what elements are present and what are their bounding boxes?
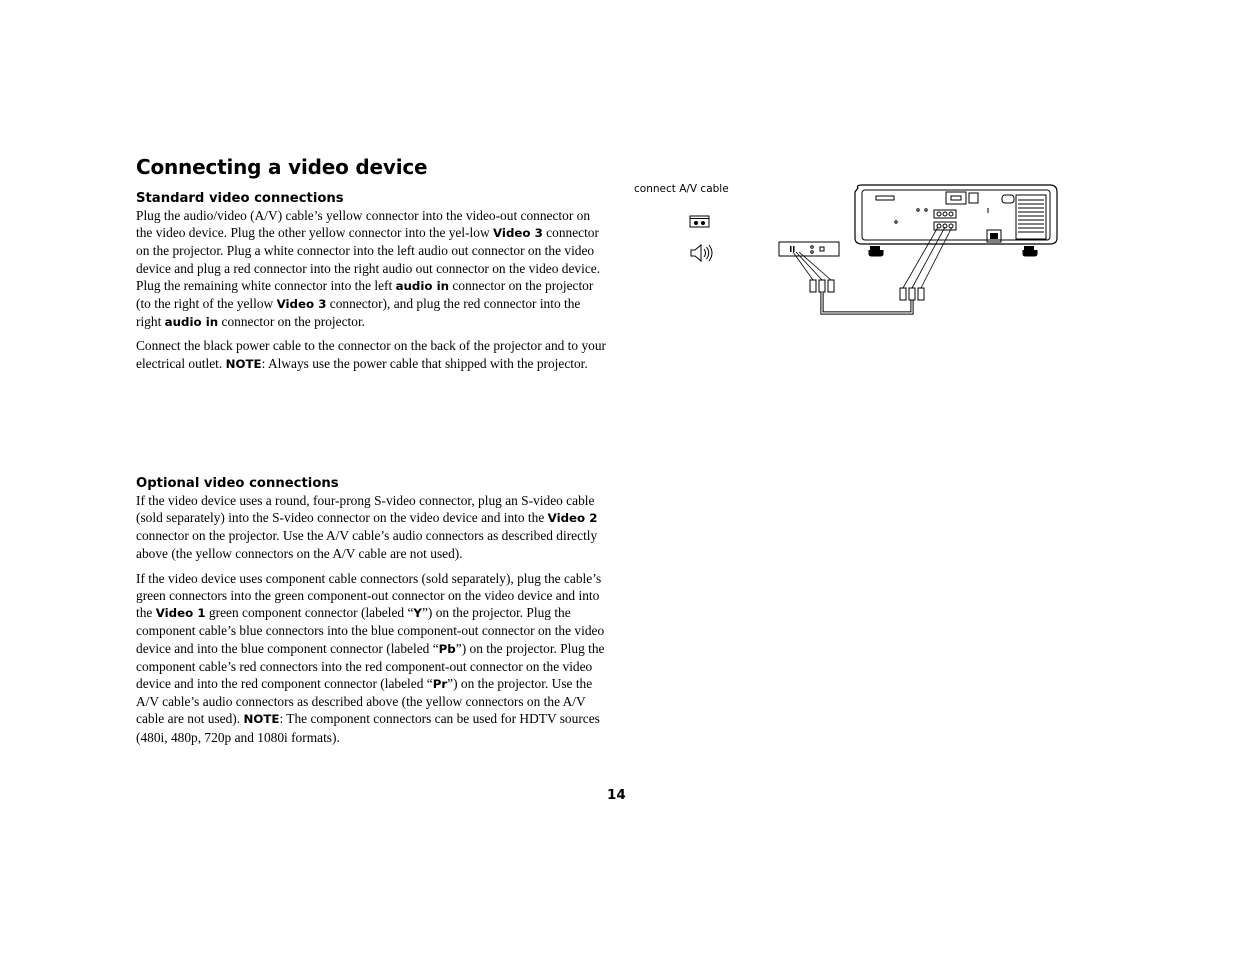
speaker-icon: [691, 245, 712, 261]
standard-section: [136, 190, 606, 373]
bold-term: Video 2: [547, 511, 598, 526]
bold-term: audio in: [395, 278, 450, 293]
bold-term: Pb: [438, 641, 456, 656]
bold-term: Y: [413, 606, 422, 621]
figure-caption: connect A/V cable: [634, 183, 729, 195]
av-plugs-projector-side: [900, 288, 924, 300]
projector: [855, 185, 1057, 256]
optional-section-title: Optional video connections: [136, 476, 339, 491]
page-number: 14: [607, 787, 626, 803]
standard-section-title: Standard video connections: [136, 191, 344, 206]
bold-term: NOTE: [225, 356, 262, 371]
bold-term: audio in: [164, 315, 219, 330]
bold-term: Video 3: [492, 226, 543, 241]
bold-term: Pr: [432, 677, 448, 692]
optional-section: [136, 492, 606, 746]
av-cable-projector-side: [903, 227, 952, 288]
bold-term: Video 3: [276, 297, 327, 312]
standard-paragraph-2: Connect the black power cable to the connector on the back of the projector and to your electrical outlet. NOTE: Always use the power cable that shipped with the projector.: [136, 338, 606, 371]
av-plugs-device-side: [810, 280, 834, 292]
optional-paragraph-2: If the video device uses component cable connectors (sold separately), plug the cable’s green connectors into the green component-out connector on the video device and into the Video 1 green component connector (labeled “Y”) on the projector. Plug the component cable’s blue connectors into the blue component-out connector on the video device and into the blue component connector (labeled “Pb”) on the projector. Plug the component cable’s red connectors into the red component-out connector on the video device and into the red component connector (labeled “Pr”) on the projector. Use the A/V cable’s audio connectors as described above (the yellow connectors on the A/V cable are not used). NOTE: The component connectors can be used for HDTV sources (480i, 480p, 720p and 1080i formats).: [136, 570, 605, 745]
page-title: Connecting a video device: [136, 155, 428, 179]
bold-term: NOTE: [243, 712, 280, 727]
av-cable-bundle: [822, 292, 912, 313]
video-connector-icon: [690, 216, 709, 227]
standard-paragraph-1: Plug the audio/video (A/V) cable’s yellow connector into the video-out connector on the video device. Plug the other yellow connector into the yel-low Video 3 connector on the projector. Plug a white connector into the left audio out connector on the video device and plug a red connector into the right audio out connector on the video device. Plug the remaining white connector into the left audio in connector on the projector (to the right of the yellow Video 3 connector), and plug the red connector into the right audio in connector on the projector.: [136, 208, 601, 330]
video-device: [779, 242, 839, 256]
bold-term: Video 1: [155, 606, 206, 621]
optional-paragraph-1: If the video device uses a round, four-prong S-video connector, plug an S-video cable (sold separately) into the S-video connector on the video device and into the Video 2 connector on the projector. Use the A/V cable’s audio connectors as described directly above (the yellow connectors on the A/V cable are not used).: [136, 493, 598, 561]
connection-diagram: [680, 180, 1070, 325]
